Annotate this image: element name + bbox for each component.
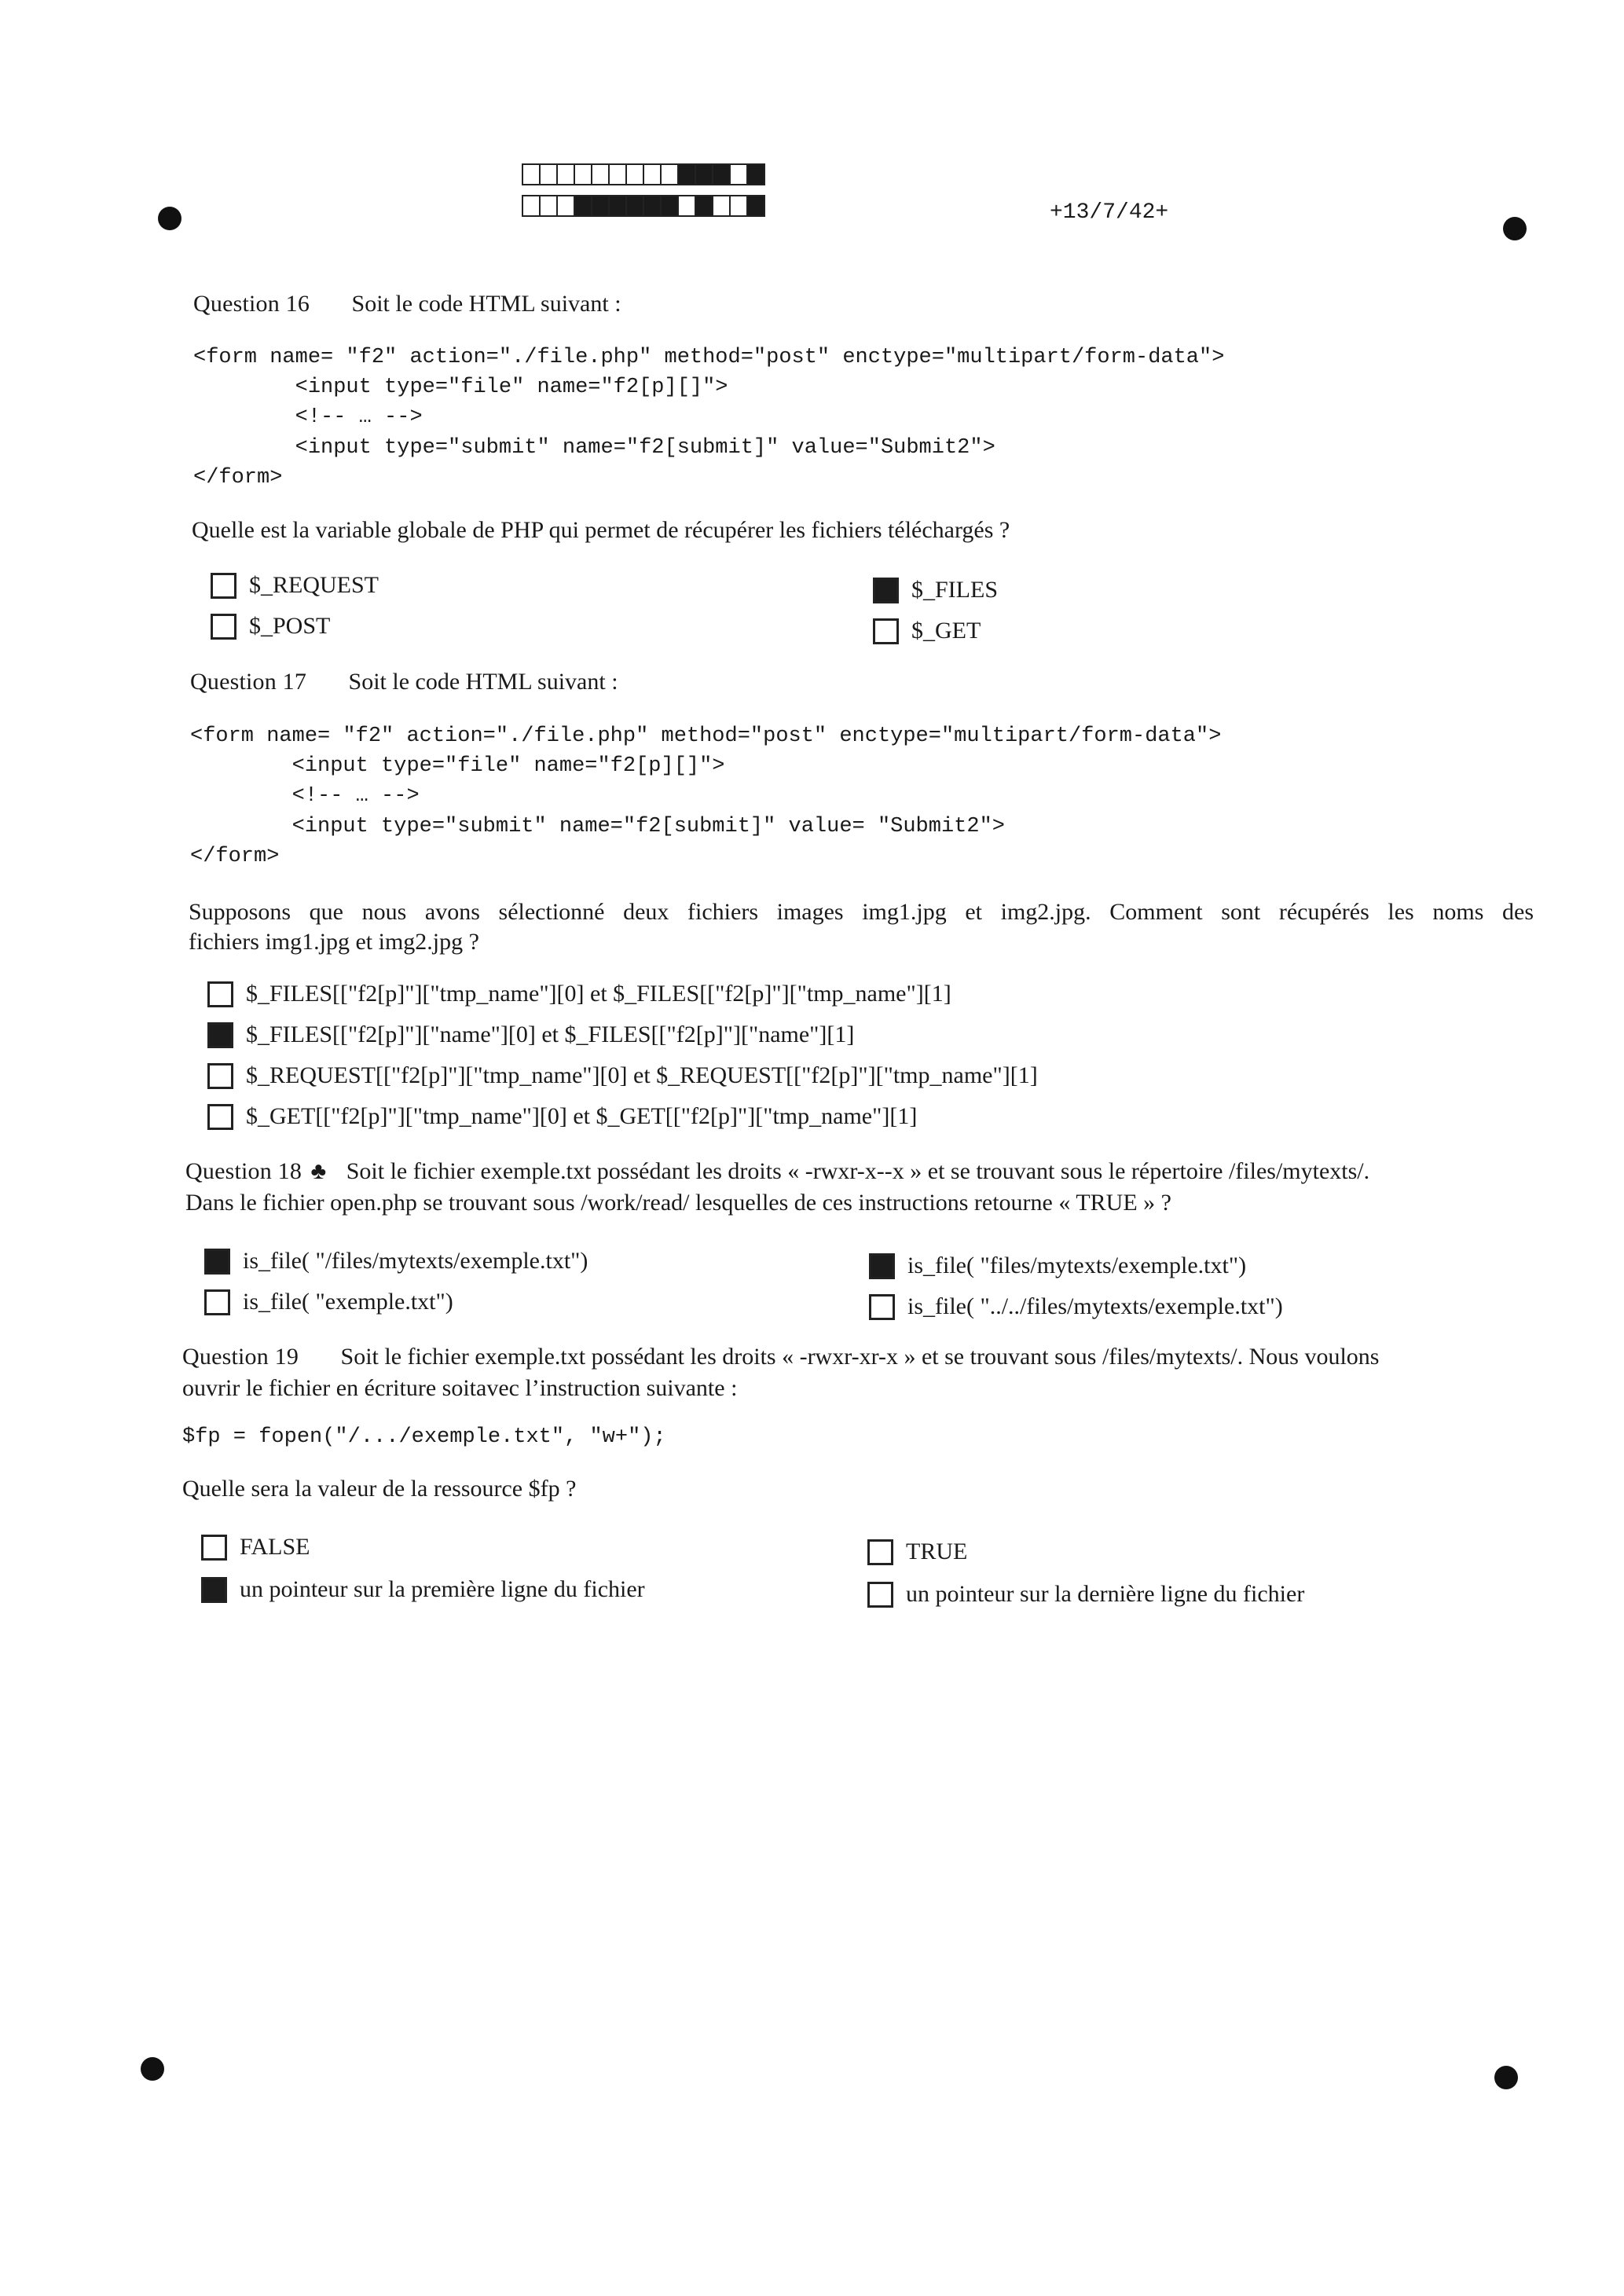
barcode-cell bbox=[608, 195, 627, 217]
page-code: +13/7/42+ bbox=[1050, 200, 1169, 225]
q19-header bbox=[182, 1344, 1379, 1370]
barcode-cell bbox=[660, 195, 679, 217]
barcode-cell bbox=[695, 195, 713, 217]
answer-label: $_POST bbox=[249, 613, 331, 639]
checkbox[interactable] bbox=[207, 1104, 233, 1130]
barcode-cell bbox=[522, 163, 541, 185]
answer-label: FALSE bbox=[240, 1534, 310, 1560]
checkbox[interactable] bbox=[867, 1582, 893, 1608]
checkbox[interactable] bbox=[207, 1063, 233, 1089]
q19-answer-first-line[interactable] bbox=[201, 1576, 645, 1603]
club-icon: ♣ bbox=[310, 1158, 327, 1184]
q16-code-line-4: <input type="submit" name="f2[submit]" value="Submit2"> bbox=[193, 436, 995, 460]
q19-answer-true[interactable] bbox=[867, 1539, 967, 1565]
q17-intro: Soit le code HTML suivant : bbox=[348, 669, 618, 695]
answer-label: $_REQUEST bbox=[249, 572, 379, 598]
q18-answer-3[interactable] bbox=[869, 1253, 1246, 1279]
q18-answer-2[interactable] bbox=[204, 1289, 453, 1315]
q18-label: Question 18 bbox=[185, 1158, 302, 1184]
q16-label: Question 16 bbox=[193, 291, 310, 317]
q17-code-line-4: <input type="submit" name="f2[submit]" value= "Submit2"> bbox=[190, 815, 1005, 838]
q16-question: Quelle est la variable globale de PHP qui permet de récupérer les fichiers téléchargés ? bbox=[192, 517, 1010, 543]
q16-answer-request[interactable] bbox=[211, 572, 379, 599]
answer-label: $_GET[["f2[p]"]["tmp_name"][0] et $_GET[["f2[p]"]["tmp_name"][1] bbox=[246, 1103, 918, 1129]
answer-label: $_REQUEST[["f2[p]"]["tmp_name"][0] et $_REQUEST[["f2[p]"]["tmp_name"][1] bbox=[246, 1062, 1038, 1088]
barcode-cell bbox=[608, 163, 627, 185]
answer-label: $_FILES[["f2[p]"]["name"][0] et $_FILES[["f2[p]"]["name"][1] bbox=[246, 1021, 855, 1047]
answer-label: TRUE bbox=[906, 1539, 968, 1564]
checkbox[interactable] bbox=[873, 578, 899, 603]
answer-label: un pointeur sur la dernière ligne du fichier bbox=[906, 1581, 1305, 1607]
q17-answer-3[interactable] bbox=[207, 1062, 1038, 1089]
barcode-cell bbox=[556, 163, 575, 185]
barcode-cell bbox=[695, 163, 713, 185]
q17-answer-2[interactable] bbox=[207, 1021, 854, 1048]
barcode-cell bbox=[746, 163, 765, 185]
answer-label: is_file( "/files/mytexts/exemple.txt") bbox=[243, 1248, 588, 1274]
q17-code-line-3: <!-- … --> bbox=[190, 784, 420, 808]
q19-line-2: ouvrir le fichier en écriture soitavec l’instruction suivante : bbox=[182, 1375, 738, 1401]
q17-code-line-1: <form name= "f2" action="./file.php" method="post" enctype="multipart/form-data"> bbox=[190, 724, 1222, 748]
q16-code-line-3: <!-- … --> bbox=[193, 405, 423, 429]
q17-answer-4[interactable] bbox=[207, 1103, 917, 1130]
q19-label: Question 19 bbox=[182, 1344, 299, 1370]
barcode-cell bbox=[625, 163, 644, 185]
barcode-cell bbox=[539, 195, 558, 217]
barcode-cell bbox=[660, 163, 679, 185]
q16-answer-get[interactable] bbox=[873, 618, 981, 644]
registration-mark-bottom-right bbox=[1494, 2066, 1518, 2089]
checkbox[interactable] bbox=[201, 1535, 227, 1561]
q16-header bbox=[193, 291, 621, 317]
answer-label: is_file( "../../files/mytexts/exemple.txt") bbox=[907, 1293, 1283, 1319]
barcode-cell bbox=[746, 195, 765, 217]
barcode-cell bbox=[591, 163, 610, 185]
q16-answer-post[interactable] bbox=[211, 613, 330, 640]
barcode-cell bbox=[574, 195, 592, 217]
barcode-cell bbox=[625, 195, 644, 217]
checkbox[interactable] bbox=[204, 1289, 230, 1315]
checkbox[interactable] bbox=[211, 573, 236, 599]
barcode-cell bbox=[556, 195, 575, 217]
q17-question-line-1: Supposons que nous avons sélectionné deux fichiers images img1.jpg et img2.jpg. Comment sont récupérés les noms des bbox=[189, 899, 1534, 925]
answer-label: $_GET bbox=[911, 618, 981, 644]
answer-label: is_file( "files/mytexts/exemple.txt") bbox=[907, 1253, 1247, 1278]
header-barcode-row-1 bbox=[522, 163, 764, 185]
q19-answer-last-line[interactable] bbox=[867, 1581, 1304, 1608]
registration-mark-top-right bbox=[1503, 217, 1527, 240]
q16-code-line-1: <form name= "f2" action="./file.php" method="post" enctype="multipart/form-data"> bbox=[193, 346, 1225, 369]
q19-answer-false[interactable] bbox=[201, 1534, 310, 1561]
checkbox[interactable] bbox=[869, 1294, 895, 1320]
checkbox[interactable] bbox=[869, 1253, 895, 1279]
barcode-cell bbox=[591, 195, 610, 217]
barcode-cell bbox=[729, 163, 748, 185]
q17-code-line-5: </form> bbox=[190, 845, 280, 868]
registration-mark-top-left bbox=[158, 207, 181, 230]
checkbox[interactable] bbox=[207, 1022, 233, 1048]
checkbox[interactable] bbox=[873, 618, 899, 644]
barcode-cell bbox=[677, 163, 696, 185]
q19-line-1: Soit le fichier exemple.txt possédant les droits « -rwxr-xr-x » et se trouvant sous /files/mytexts/. Nous voulons bbox=[340, 1344, 1380, 1370]
q16-intro: Soit le code HTML suivant : bbox=[351, 291, 621, 317]
q16-code-line-5: </form> bbox=[193, 466, 283, 490]
q19-code: $fp = fopen("/.../exemple.txt", "w+"); bbox=[182, 1425, 666, 1449]
q17-label: Question 17 bbox=[190, 669, 307, 695]
q17-question-line-2: fichiers img1.jpg et img2.jpg ? bbox=[189, 929, 479, 955]
q18-answer-1[interactable] bbox=[204, 1248, 588, 1275]
q19-question: Quelle sera la valeur de la ressource $fp ? bbox=[182, 1476, 577, 1502]
barcode-cell bbox=[643, 163, 662, 185]
checkbox[interactable] bbox=[204, 1249, 230, 1275]
q18-line-2: Dans le fichier open.php se trouvant sous /work/read/ lesquelles de ces instructions retourne « TRUE » ? bbox=[185, 1190, 1171, 1216]
q16-code-line-2: <input type="file" name="f2[p][]"> bbox=[193, 376, 728, 399]
barcode-cell bbox=[729, 195, 748, 217]
barcode-cell bbox=[712, 163, 731, 185]
barcode-cell bbox=[522, 195, 541, 217]
barcode-cell bbox=[539, 163, 558, 185]
q17-answer-1[interactable] bbox=[207, 981, 951, 1007]
q17-code-line-2: <input type="file" name="f2[p][]"> bbox=[190, 754, 725, 778]
answer-label: $_FILES bbox=[911, 577, 999, 603]
q17-header bbox=[190, 669, 618, 695]
barcode-cell bbox=[712, 195, 731, 217]
q18-answer-4[interactable] bbox=[869, 1293, 1283, 1320]
answer-label: $_FILES[["f2[p]"]["tmp_name"][0] et $_FILES[["f2[p]"]["tmp_name"][1] bbox=[246, 981, 951, 1007]
answer-label: un pointeur sur la première ligne du fichier bbox=[240, 1576, 645, 1602]
registration-mark-bottom-left bbox=[141, 2057, 164, 2081]
barcode-cell bbox=[677, 195, 696, 217]
checkbox[interactable] bbox=[207, 981, 233, 1007]
checkbox[interactable] bbox=[201, 1577, 227, 1603]
checkbox[interactable] bbox=[211, 614, 236, 640]
checkbox[interactable] bbox=[867, 1539, 893, 1565]
barcode-cell bbox=[643, 195, 662, 217]
header-barcode-row-2 bbox=[522, 195, 764, 217]
q16-answer-files[interactable] bbox=[873, 577, 998, 603]
q18-header bbox=[185, 1158, 1369, 1185]
barcode-cell bbox=[574, 163, 592, 185]
answer-label: is_file( "exemple.txt") bbox=[243, 1289, 453, 1315]
q18-line-1: Soit le fichier exemple.txt possédant les droits « -rwxr-x--x » et se trouvant sous le répertoire /files/mytexts/. bbox=[346, 1158, 1370, 1184]
